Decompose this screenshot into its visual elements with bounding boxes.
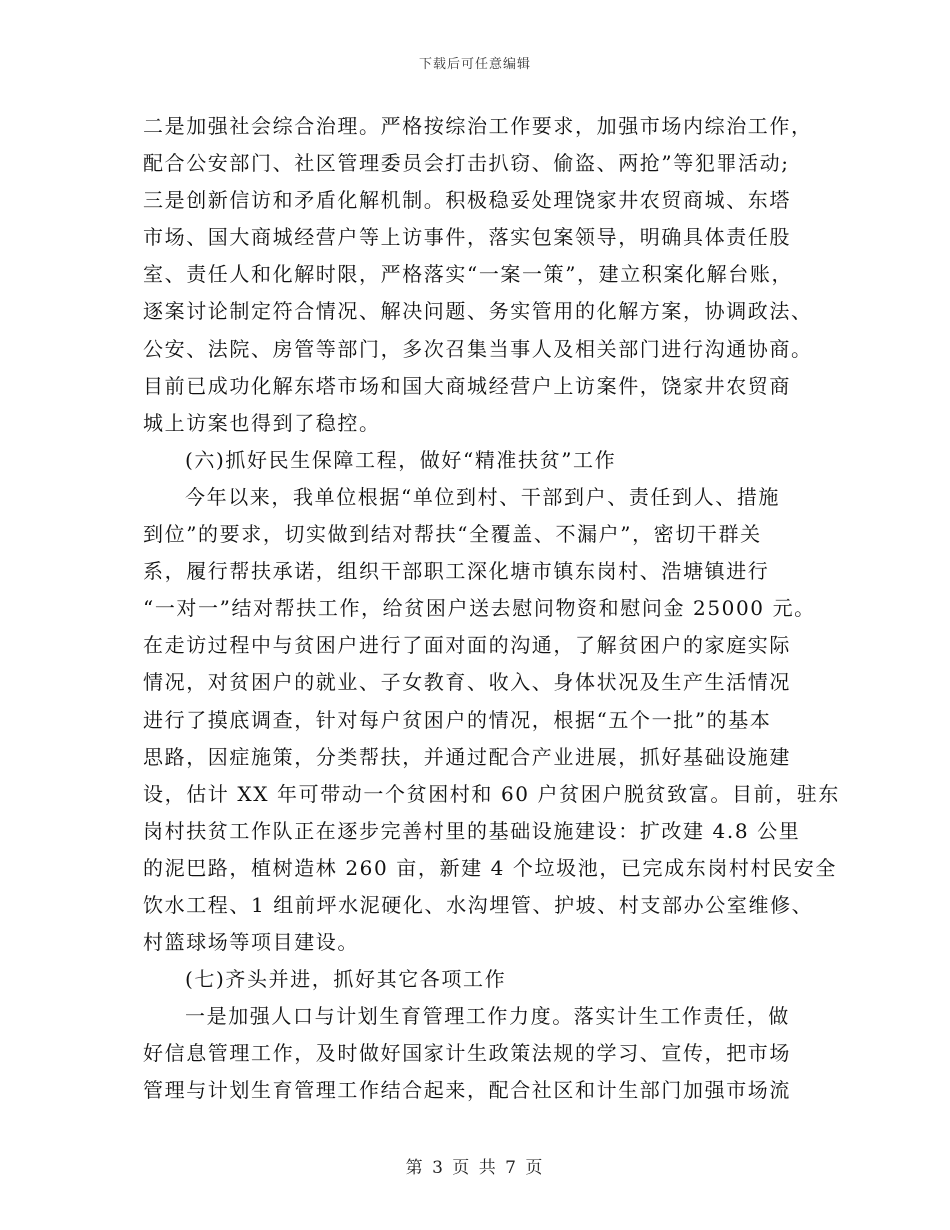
text-line: 二是加强社会综合治理。严格按综治工作要求，加强市场内综治工作， bbox=[143, 114, 813, 138]
text-line: 在走访过程中与贫困户进行了面对面的沟通，了解贫困户的家庭实际 bbox=[143, 633, 791, 658]
text-line: 目前已成功化解东塔市场和国大商城经营户上访案件，饶家井农贸商 bbox=[143, 373, 791, 398]
section-heading: (七)齐头并进，抓好其它各项工作 bbox=[185, 967, 507, 992]
text-line: 三是创新信访和矛盾化解机制。积极稳妥处理饶家井农贸商城、东塔 bbox=[143, 188, 791, 213]
text-line: “一对一”结对帮扶工作，给贫困户送去慰问物资和慰问金 25000 元。 bbox=[143, 596, 816, 621]
text-line: 情况，对贫困户的就业、子女教育、收入、身体状况及生产生活情况 bbox=[143, 670, 791, 695]
text-line: 到位”的要求，切实做到结对帮扶“全覆盖、不漏户”，密切干群关 bbox=[143, 522, 762, 547]
text-line: 配合公安部门、社区管理委员会打击扒窃、偷盗、两抢”等犯罪活动; bbox=[143, 151, 790, 176]
text-line: 进行了摸底调查，针对每户贫困户的情况，根据“五个一批”的基本 bbox=[143, 707, 772, 732]
text-line: 城上访案也得到了稳控。 bbox=[143, 410, 381, 435]
page-number: 第 3 页 共 7 页 bbox=[405, 1158, 545, 1178]
text-line: 逐案讨论制定符合情况、解决问题、务实管用的化解方案，协调政法、 bbox=[143, 299, 813, 324]
text-line: 市场、国大商城经营户等上访事件，落实包案领导，明确具体责任股 bbox=[143, 225, 791, 250]
text-line: 思路，因症施策，分类帮扶，并通过配合产业进展，抓好基础设施建 bbox=[143, 744, 791, 769]
text-line: 岗村扶贫工作队正在逐步完善村里的基础设施建设：扩改建 4.8 公里 bbox=[143, 818, 801, 843]
text-line: 的泥巴路，植树造林 260 亩，新建 4 个垃圾池，已完成东岗村村民安全 bbox=[143, 855, 837, 880]
text-line: 饮水工程、1 组前坪水泥硬化、水沟埋管、护坡、村支部办公室维修、 bbox=[143, 892, 814, 917]
text-line: 室、责任人和化解时限，严格落实“一案一策”，建立积案化解台账， bbox=[143, 262, 794, 287]
document-body bbox=[143, 108, 840, 1110]
text-line: 系，履行帮扶承诺，组织干部职工深化塘市镇东岗村、浩塘镇进行 bbox=[143, 559, 770, 584]
page-header-note: 下载后可任意编辑 bbox=[418, 57, 531, 72]
text-line: 今年以来，我单位根据“单位到村、干部到户、责任到人、措施 bbox=[185, 484, 781, 509]
text-line: 设，估计 XX 年可带动一个贫困村和 60 户贫困户脱贫致富。目前，驻东 bbox=[143, 781, 840, 806]
section-heading: (六)抓好民生保障工程，做好“精准扶贫”工作 bbox=[185, 447, 617, 472]
text-line: 一是加强人口与计划生育管理工作力度。落实计生工作责任，做 bbox=[185, 1004, 790, 1029]
text-line: 好信息管理工作，及时做好国家计生政策法规的学习、宣传，把市场 bbox=[143, 1041, 791, 1066]
text-line: 管理与计划生育管理工作结合起来，配合社区和计生部门加强市场流 bbox=[143, 1078, 791, 1103]
text-line: 村篮球场等项目建设。 bbox=[143, 930, 359, 955]
text-line: 公安、法院、房管等部门，多次召集当事人及相关部门进行沟通协商。 bbox=[143, 336, 813, 361]
